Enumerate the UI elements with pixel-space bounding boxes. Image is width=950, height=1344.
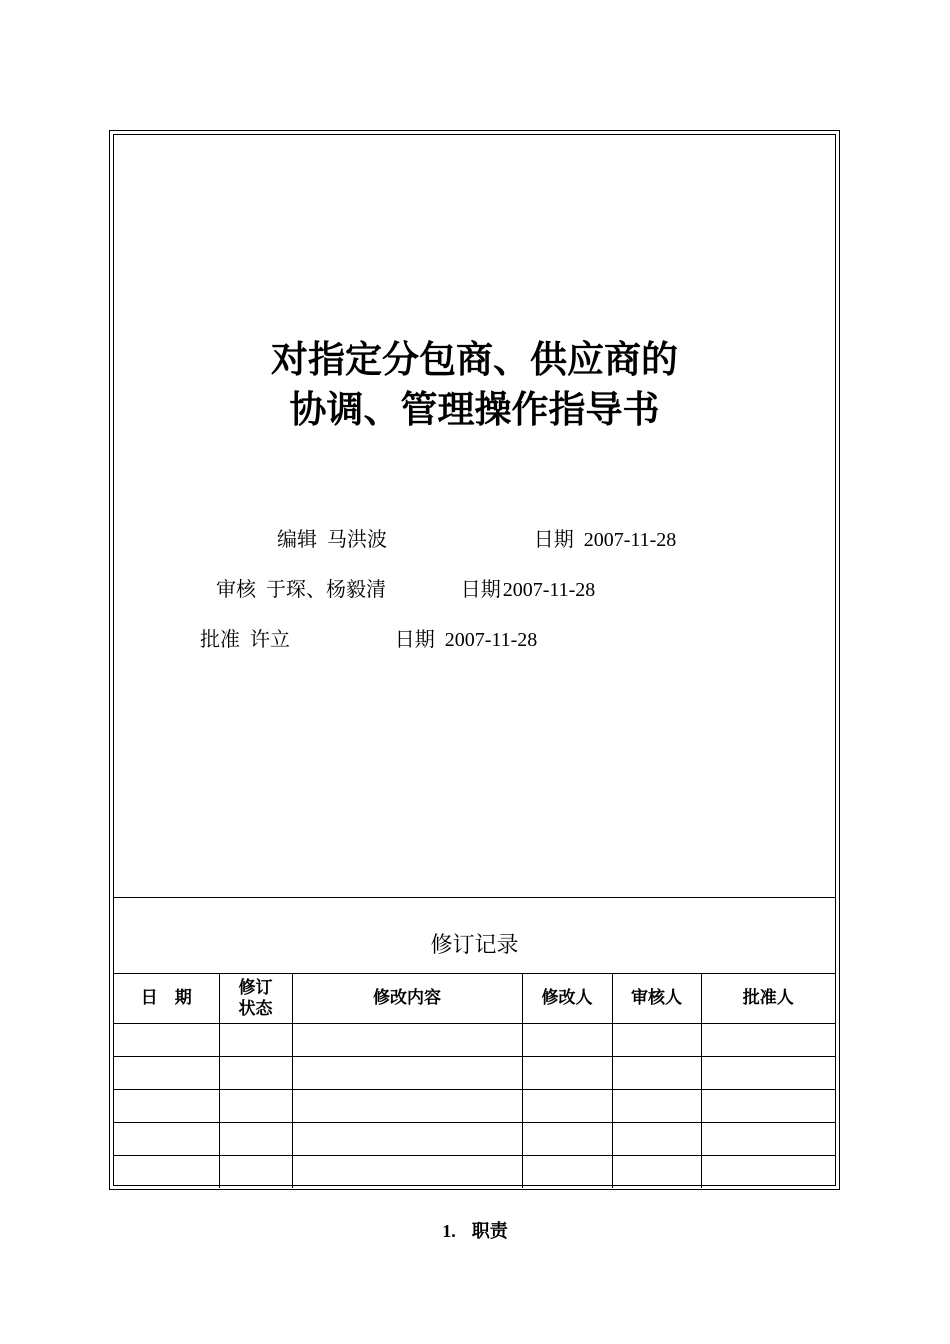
revision-record-table [114,973,835,1188]
document-title [114,335,835,435]
approver-date-label: 日期 [394,627,435,651]
table-cell [114,1024,219,1057]
signature-row-reviewer [216,576,595,603]
table-row [114,1024,835,1057]
revision-record-section [114,897,835,1185]
table-cell [701,1123,835,1156]
table-cell [701,1156,835,1189]
table-cell [219,1090,292,1123]
table-cell [114,1156,219,1189]
document-title-line-2: 协调、管理操作指导书 [289,388,660,431]
table-cell [522,1123,612,1156]
approver-role-label: 批准 [200,627,240,651]
table-row [114,1057,835,1090]
approver-name: 许立 [250,627,290,651]
table-row [114,1090,835,1123]
signature-row-editor [277,526,676,553]
header-reviewer: 审核人 [612,974,701,1024]
header-revision-status-line-2: 状态 [238,998,273,1019]
table-cell [114,1090,219,1123]
revision-record-title: 修订记录 [430,933,519,958]
table-cell [114,1123,219,1156]
table-cell [522,1090,612,1123]
table-cell [219,1156,292,1189]
revision-header-row [114,974,835,1024]
table-cell [701,1024,835,1057]
table-cell [612,1057,701,1090]
document-title-line-1: 对指定分包商、供应商的 [271,338,678,381]
header-revision-status-line-1: 修订 [238,977,273,998]
reviewer-name: 于琛、杨毅清 [266,577,386,601]
approver-date: 2007-11-28 [444,629,538,651]
reviewer-date-label: 日期 [460,577,501,601]
editor-name: 马洪波 [327,527,387,551]
table-cell [292,1024,522,1057]
table-cell [701,1057,835,1090]
document-outer-border [109,130,840,1190]
table-cell [292,1156,522,1189]
table-cell [612,1090,701,1123]
table-cell [114,1057,219,1090]
table-cell [292,1057,522,1090]
table-cell [612,1024,701,1057]
editor-date: 2007-11-28 [583,529,677,551]
section-number: 1. [442,1221,456,1241]
table-cell [701,1090,835,1123]
table-cell [219,1057,292,1090]
section-title: 职责 [471,1221,508,1242]
table-cell [292,1123,522,1156]
reviewer-role-label: 审核 [216,577,256,601]
editor-date-label: 日期 [533,527,574,551]
table-row [114,1156,835,1189]
editor-role-label: 编辑 [277,527,317,551]
header-date: 日 期 [114,974,219,1024]
table-cell [292,1090,522,1123]
table-cell [612,1123,701,1156]
section-heading [0,1219,950,1244]
table-cell [522,1057,612,1090]
header-approver: 批准人 [701,974,835,1024]
header-revision-status [219,974,292,1024]
document-inner-border [113,134,836,1186]
table-cell [219,1024,292,1057]
table-cell [522,1156,612,1189]
table-row [114,1123,835,1156]
signature-row-approver [200,626,537,653]
header-modifier: 修改人 [522,974,612,1024]
table-cell [219,1123,292,1156]
table-cell [522,1024,612,1057]
header-content: 修改内容 [292,974,522,1024]
reviewer-date: 2007-11-28 [502,579,596,601]
table-cell [612,1156,701,1189]
